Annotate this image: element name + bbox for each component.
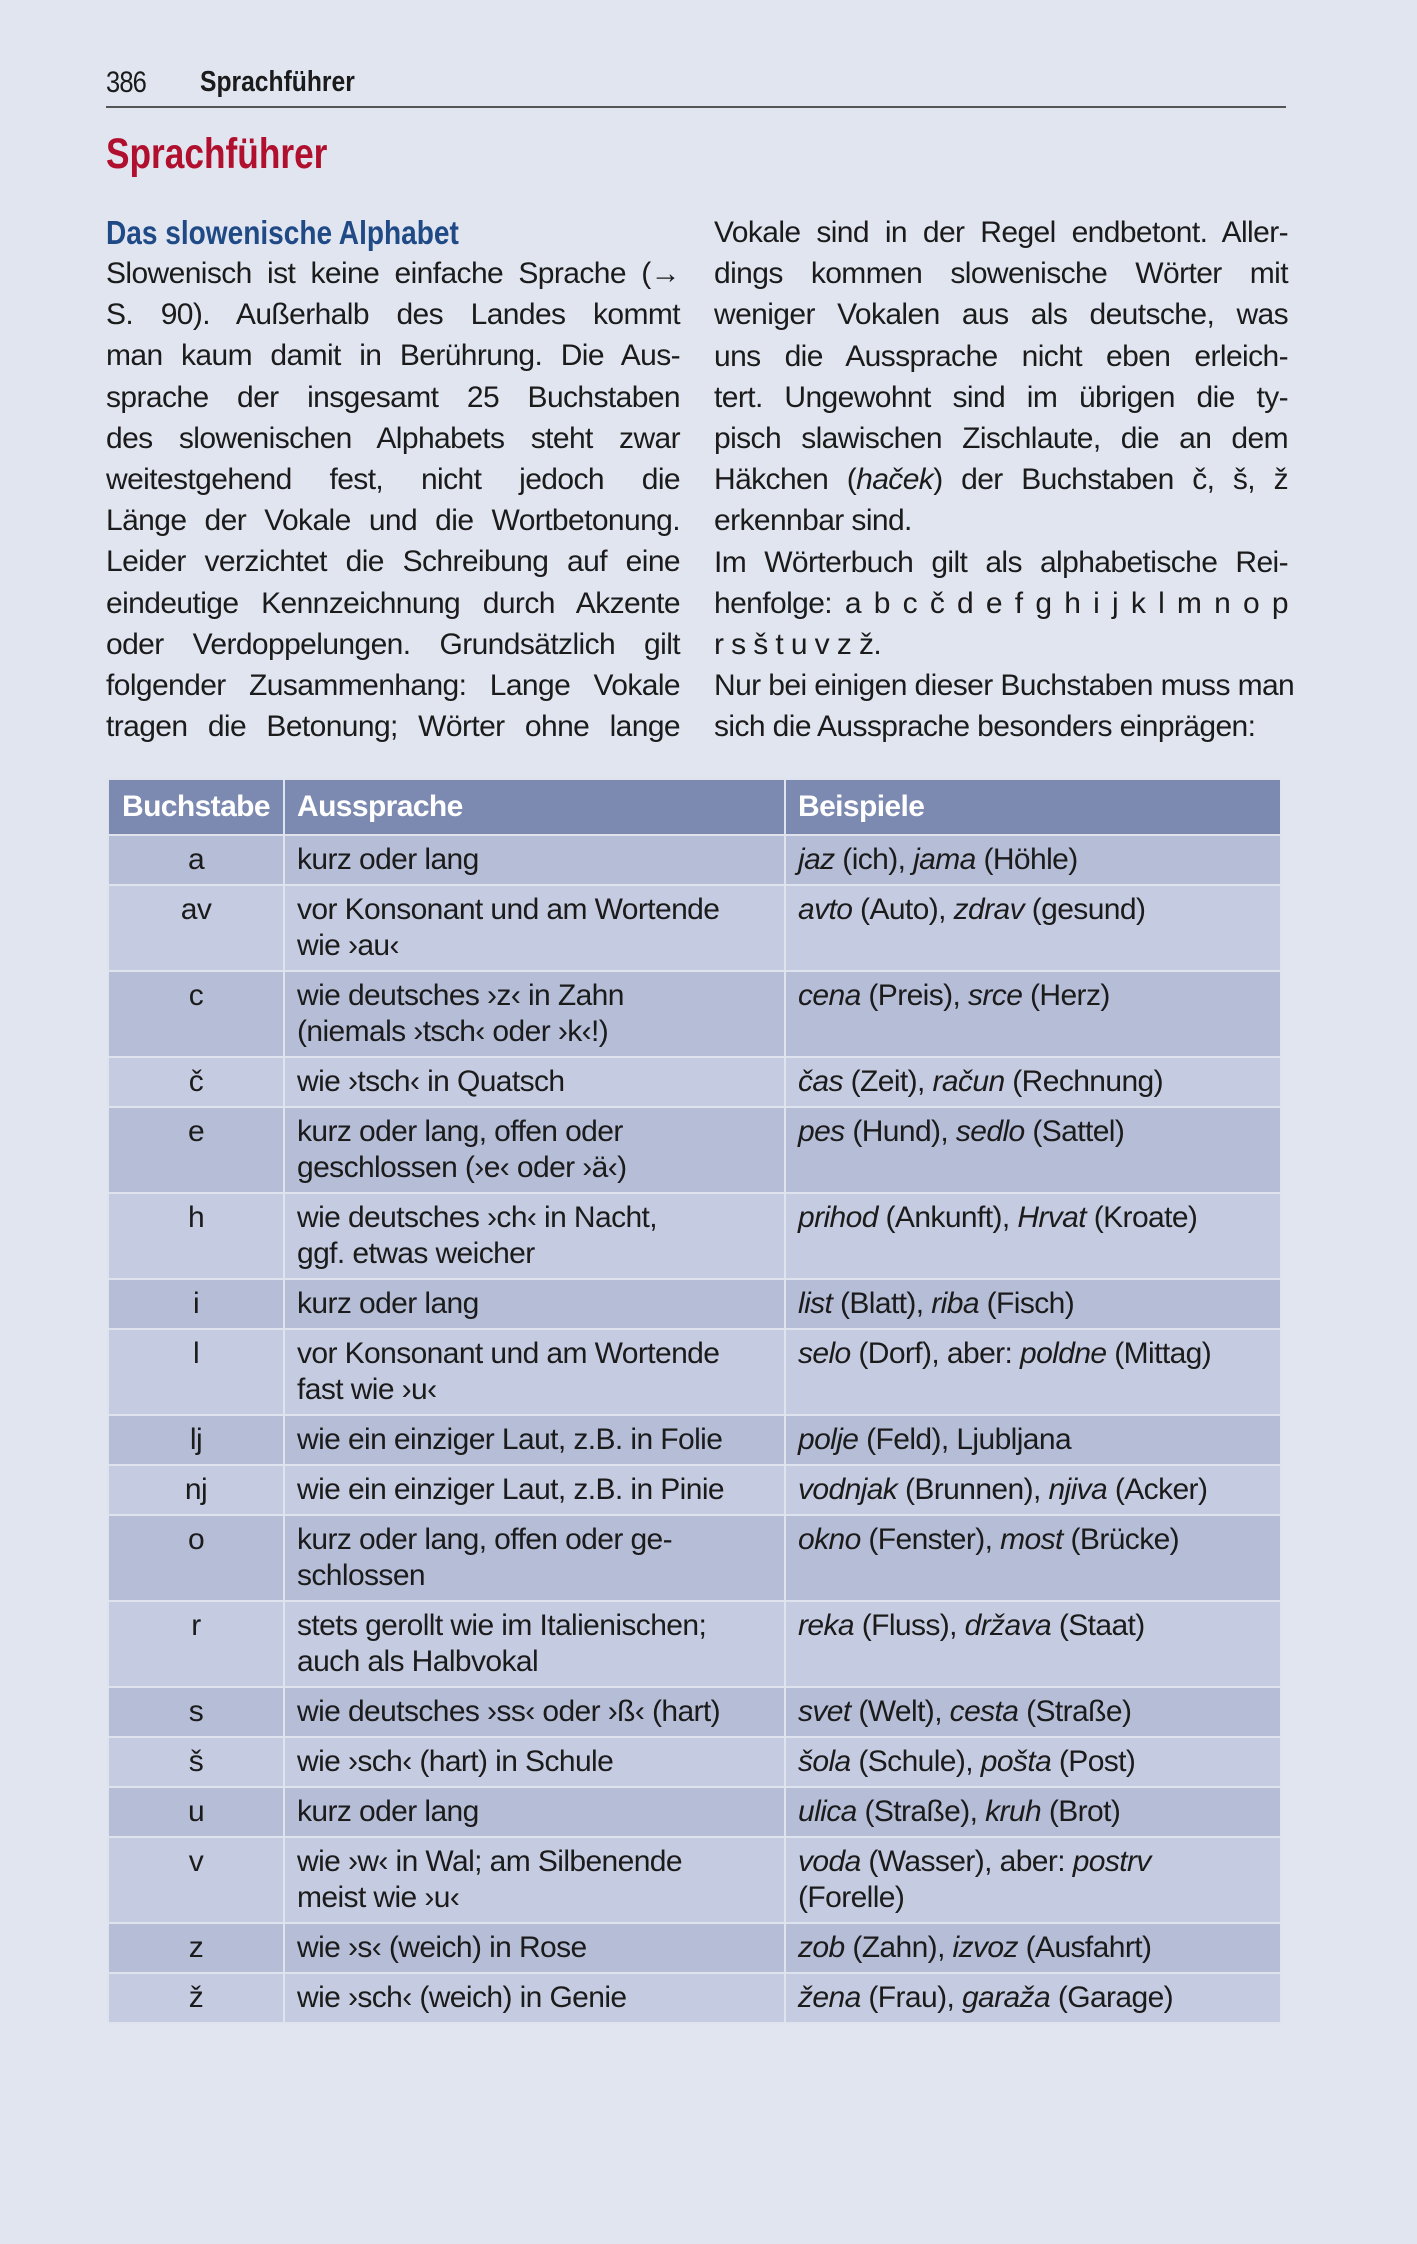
cell-examples: okno (Fenster), most (Brücke) [785,1515,1281,1601]
cell-letter: i [108,1279,284,1329]
text-line: Länge der Vokale und die Wortbetonung. [106,504,680,538]
slovene-word: garaža [961,1981,1051,2014]
cell-letter: h [108,1193,284,1279]
cell-examples: voda (Wasser), aber: postrv (Forelle) [785,1837,1281,1923]
text-line: S. 90). Außerhalb des Landes kommt [106,298,680,332]
slovene-word: šola [798,1745,851,1778]
cell-letter: z [108,1923,284,1973]
cell-examples: šola (Schule), pošta (Post) [785,1737,1281,1787]
slovene-word: poldne [1020,1337,1107,1370]
slovene-word: država [964,1609,1052,1642]
cell-examples: vodnjak (Brunnen), njiva (Acker) [785,1465,1281,1515]
text-line: r s š t u v z ž. [714,628,882,662]
table-row [108,1601,1281,1687]
page-number: 386 [106,66,147,99]
table-row [108,1279,1281,1329]
cell-pronunciation: wie ein einziger Laut, z.B. in Pinie [284,1465,785,1515]
slovene-word: list [798,1287,833,1320]
slovene-word: okno [798,1523,861,1556]
slovene-word: srce [968,979,1023,1012]
cell-pronunciation: stets gerollt wie im Italienischen; auch als Halbvokal [284,1601,785,1687]
slovene-word: račun [932,1065,1005,1098]
cell-examples: selo (Dorf), aber: poldne (Mittag) [785,1329,1281,1415]
slovene-word: voda [798,1845,861,1878]
text-line: Nur bei einigen dieser Buchstaben muss man [714,669,1295,703]
cell-pronunciation: wie deutsches ›z‹ in Zahn (niemals ›tsch‹ oder ›k‹!) [284,971,785,1057]
text-line: tragen die Betonung; Wörter ohne lange [106,710,680,744]
right-column [714,212,1295,748]
cell-pronunciation: vor Konsonant und am Wortende fast wie ›u‹ [284,1329,785,1415]
header-pronunciation: Aussprache [284,779,785,835]
cell-letter: ž [108,1973,284,2023]
slovene-word: izvoz [952,1931,1018,1964]
slovene-word: prihod [798,1201,878,1234]
cell-letter: a [108,835,284,885]
text-line: uns die Aussprache nicht eben erleich- [714,339,1288,373]
slovene-word: cesta [949,1695,1019,1728]
text-line: Vokale sind in der Regel endbetont. Aller- [714,216,1288,249]
cell-examples: prihod (Ankunft), Hrvat (Kroate) [785,1193,1281,1279]
cell-examples: reka (Fluss), država (Staat) [785,1601,1281,1687]
cell-letter: š [108,1737,284,1787]
slovene-word: cena [798,979,861,1012]
slovene-word: pes [798,1115,845,1148]
text-line: Häkchen (haček) der Buchstaben č, š, ž [714,463,1288,497]
cell-letter: o [108,1515,284,1601]
slovene-word: Hrvat [1017,1201,1087,1234]
cell-letter: e [108,1107,284,1193]
cell-pronunciation: kurz oder lang, offen oder ge- schlossen [284,1515,785,1601]
text-line: sich die Aussprache besonders einprägen: [714,710,1256,744]
section-heading: Das slowenische Alphabet [106,214,459,251]
cell-pronunciation: wie ›s‹ (weich) in Rose [284,1923,785,1973]
text-line: folgender Zusammenhang: Lange Vokale [106,669,680,703]
running-head-section: Sprachführer [200,66,355,98]
cell-pronunciation: wie deutsches ›ss‹ oder ›ß‹ (hart) [284,1687,785,1737]
cell-pronunciation: wie ›sch‹ (weich) in Genie [284,1973,785,2023]
cell-pronunciation: wie ›sch‹ (hart) in Schule [284,1737,785,1787]
slovene-word: sedlo [955,1115,1025,1148]
slovene-word: zob [798,1931,845,1964]
table-row [108,1687,1281,1737]
cell-pronunciation: vor Konsonant und am Wortende wie ›au‹ [284,885,785,971]
cell-letter: nj [108,1465,284,1515]
alphabet-table [107,778,1282,2024]
cell-examples: pes (Hund), sedlo (Sattel) [785,1107,1281,1193]
table-row [108,1415,1281,1465]
cell-examples: zob (Zahn), izvoz (Ausfahrt) [785,1923,1281,1973]
cell-pronunciation: wie ein einziger Laut, z.B. in Folie [284,1415,785,1465]
table-row [108,1737,1281,1787]
cell-examples: list (Blatt), riba (Fisch) [785,1279,1281,1329]
cell-examples: ulica (Straße), kruh (Brot) [785,1787,1281,1837]
slovene-word: most [1000,1523,1063,1556]
slovene-word: ulica [798,1795,857,1828]
text-line: eindeutige Kennzeichnung durch Akzente [106,586,680,620]
cell-letter: av [108,885,284,971]
cell-examples: polje (Feld), Ljubljana [785,1415,1281,1465]
slovene-word: žena [798,1981,861,2014]
cell-examples: svet (Welt), cesta (Straße) [785,1687,1281,1737]
cell-pronunciation: wie ›tsch‹ in Quatsch [284,1057,785,1107]
cell-pronunciation: wie deutsches ›ch‹ in Nacht, ggf. etwas weicher [284,1193,785,1279]
text-line: dings kommen slowenische Wörter mit [714,257,1288,291]
table-row [108,1193,1281,1279]
slovene-word: kruh [985,1795,1042,1828]
table-row [108,1465,1281,1515]
table-row [108,1329,1281,1415]
cell-pronunciation: kurz oder lang [284,1279,785,1329]
slovene-word: jama [913,843,976,876]
table-row [108,1837,1281,1923]
text-line: erkennbar sind. [714,504,912,538]
slovene-word: postrv [1072,1845,1151,1878]
text-line: Im Wörterbuch gilt als alphabetische Rei- [714,545,1288,579]
cell-letter: u [108,1787,284,1837]
table-row [108,1107,1281,1193]
left-column-text [106,253,680,747]
cell-examples: žena (Frau), garaža (Garage) [785,1973,1281,2023]
text-line: man kaum damit in Berührung. Die Aus- [106,339,680,373]
slovene-word: selo [798,1337,851,1370]
slovene-word: reka [798,1609,854,1642]
cell-examples: jaz (ich), jama (Höhle) [785,835,1281,885]
table-row [108,1787,1281,1837]
text-line: henfolge: a b c č d e f g h i j k l m n o p [714,586,1288,620]
cell-examples: čas (Zeit), račun (Rechnung) [785,1057,1281,1107]
text-line: oder Verdoppelungen. Grundsätzlich gilt [106,627,680,661]
cell-letter: s [108,1687,284,1737]
slovene-word: avto [798,893,853,926]
table-row [108,1515,1281,1601]
slovene-word: vodnjak [798,1473,898,1506]
page-title: Sprachführer [106,130,328,178]
table-row [108,1923,1281,1973]
table-row [108,885,1281,971]
cell-pronunciation: kurz oder lang [284,1787,785,1837]
slovene-word: riba [931,1287,979,1320]
cell-examples: cena (Preis), srce (Herz) [785,971,1281,1057]
cell-letter: v [108,1837,284,1923]
table-row [108,1057,1281,1107]
table-row [108,1973,1281,2023]
slovene-word: svet [798,1695,851,1728]
header-letter: Buchstabe [108,779,284,835]
slovene-word: čas [798,1065,843,1098]
cell-letter: r [108,1601,284,1687]
slovene-word: zdrav [953,893,1024,926]
table-header-row [108,779,1281,835]
slovene-word: polje [798,1423,859,1456]
slovene-word: pošta [980,1745,1052,1778]
cell-letter: c [108,971,284,1057]
cell-pronunciation: wie ›w‹ in Wal; am Silbenende meist wie ›u‹ [284,1837,785,1923]
right-column-text [714,212,1295,748]
cell-letter: lj [108,1415,284,1465]
header-examples: Beispiele [785,779,1281,835]
cell-letter: l [108,1329,284,1415]
text-line: des slowenischen Alphabets steht zwar [106,421,680,455]
text-line: pisch slawischen Zischlaute, die an dem [714,422,1288,456]
slovene-word: jaz [798,843,835,876]
slovene-word: njiva [1048,1473,1108,1506]
cell-letter: č [108,1057,284,1107]
table-body [108,835,1281,2023]
text-line: tert. Ungewohnt sind im übrigen die ty- [714,380,1288,414]
text-line: Leider verzichtet die Schreibung auf eine [106,545,680,579]
italic-term: haček [856,463,934,497]
cell-pronunciation: kurz oder lang, offen oder geschlossen (›e‹ oder ›ä‹) [284,1107,785,1193]
text-line: Slowenisch ist keine einfache Sprache (→ [106,257,680,290]
table-row [108,971,1281,1057]
cell-pronunciation: kurz oder lang [284,835,785,885]
table-row [108,835,1281,885]
running-head [106,62,1286,108]
text-line: sprache der insgesamt 25 Buchstaben [106,380,680,414]
text-line: weitestgehend fest, nicht jedoch die [106,463,680,497]
cell-examples: avto (Auto), zdrav (gesund) [785,885,1281,971]
left-column [106,212,680,747]
text-line: weniger Vokalen aus als deutsche, was [714,298,1288,332]
